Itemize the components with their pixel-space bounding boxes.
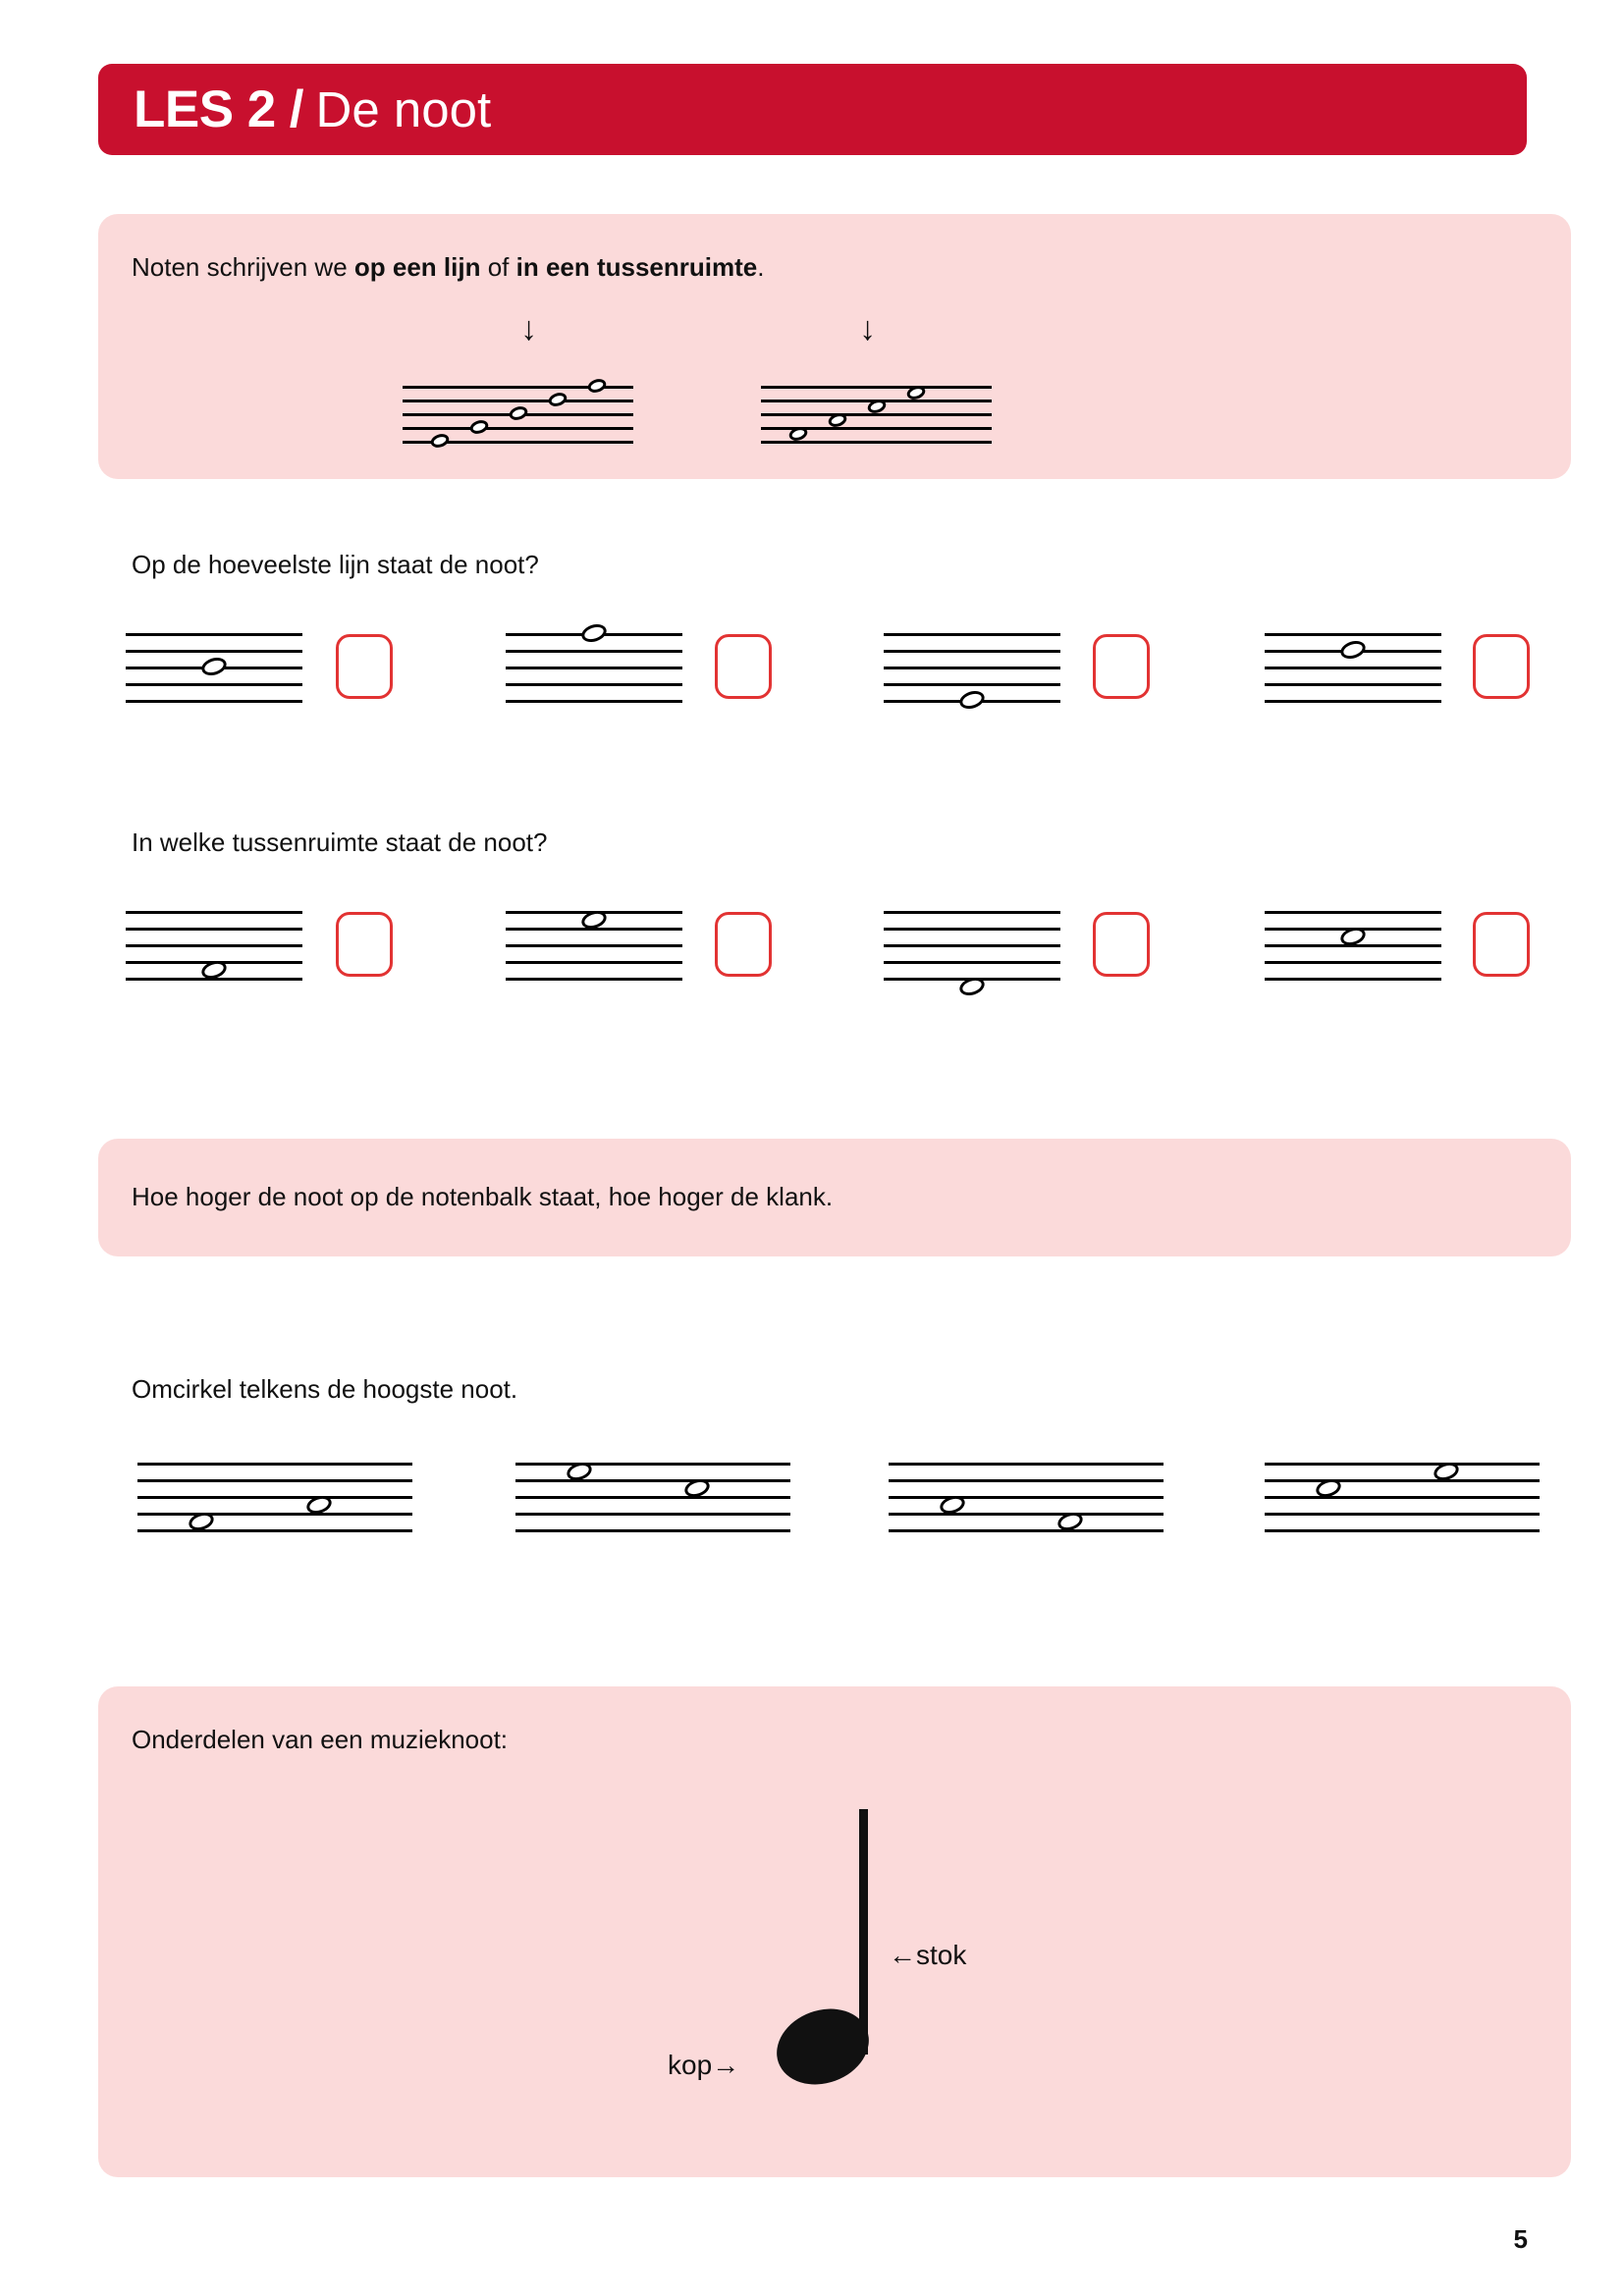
note-parts-box xyxy=(98,1686,1571,2177)
staff-exercise-lines-3 xyxy=(884,633,1060,700)
intro-bold-line: op een lijn xyxy=(353,252,481,282)
stem-arrow-icon: ← xyxy=(889,1940,916,1970)
notehead xyxy=(579,621,609,645)
head-label-text: kop xyxy=(668,2050,713,2080)
page-number: 5 xyxy=(1513,2224,1528,2254)
staff-notes-on-lines xyxy=(403,386,633,445)
answer-box-spaces-1[interactable] xyxy=(336,912,393,977)
answer-box-lines-4[interactable] xyxy=(1473,634,1530,699)
page-title: De noot xyxy=(315,81,492,137)
stem-label xyxy=(889,1940,966,1971)
intro-text xyxy=(132,251,764,285)
staff-exercise-spaces-2 xyxy=(506,911,682,978)
staff-exercise-highest-4[interactable] xyxy=(1265,1463,1540,1529)
header-separator: / xyxy=(289,80,304,138)
question-highest: Omcirkel telkens de hoogste noot. xyxy=(132,1374,518,1404)
intro-text-part1: Noten schrijven we xyxy=(132,252,354,282)
answer-box-lines-2[interactable] xyxy=(715,634,772,699)
head-arrow-icon: → xyxy=(712,2050,740,2080)
arrow-down-right: ↓ xyxy=(859,310,876,347)
lesson-header-banner xyxy=(98,64,1527,155)
intro-text-part3: . xyxy=(757,252,765,282)
note-parts-title: Onderdelen van een muzieknoot: xyxy=(132,1725,509,1754)
notehead xyxy=(957,688,987,712)
staff-exercise-lines-1 xyxy=(126,633,302,700)
notehead xyxy=(199,655,229,678)
notehead xyxy=(547,391,568,408)
stem-label-text: stok xyxy=(916,1940,967,1970)
staff-exercise-spaces-1 xyxy=(126,911,302,978)
staff-exercise-lines-4 xyxy=(1265,633,1441,700)
answer-box-lines-3[interactable] xyxy=(1093,634,1150,699)
note-stem xyxy=(859,1809,868,2055)
notehead xyxy=(468,418,490,436)
lesson-label: LES 2 xyxy=(134,80,276,138)
question-lines: Op de hoeveelste lijn staat de noot? xyxy=(132,550,539,579)
notehead xyxy=(508,404,529,422)
notehead xyxy=(586,377,608,395)
intro-info-box xyxy=(98,214,1571,479)
rule-text: Hoe hoger de noot op de notenbalk staat, hoe hoger de klank. xyxy=(132,1182,834,1211)
head-label xyxy=(668,2050,739,2081)
intro-text-part2: of xyxy=(480,252,516,282)
notehead xyxy=(429,432,451,450)
rule-info-box xyxy=(98,1139,1571,1256)
question-spaces: In welke tussenruimte staat de noot? xyxy=(132,828,548,857)
staff-exercise-lines-2 xyxy=(506,633,682,700)
answer-box-lines-1[interactable] xyxy=(336,634,393,699)
staff-exercise-spaces-3 xyxy=(884,911,1060,978)
staff-exercise-highest-1[interactable] xyxy=(137,1463,412,1529)
notehead xyxy=(1338,638,1368,662)
answer-box-spaces-4[interactable] xyxy=(1473,912,1530,977)
answer-box-spaces-2[interactable] xyxy=(715,912,772,977)
staff-exercise-highest-2[interactable] xyxy=(515,1463,790,1529)
intro-bold-space: in een tussenruimte xyxy=(515,252,758,282)
staff-exercise-highest-3[interactable] xyxy=(889,1463,1164,1529)
staff-notes-in-spaces xyxy=(761,386,992,445)
arrow-down-left: ↓ xyxy=(520,310,537,347)
staff-exercise-spaces-4 xyxy=(1265,911,1441,978)
answer-box-spaces-3[interactable] xyxy=(1093,912,1150,977)
